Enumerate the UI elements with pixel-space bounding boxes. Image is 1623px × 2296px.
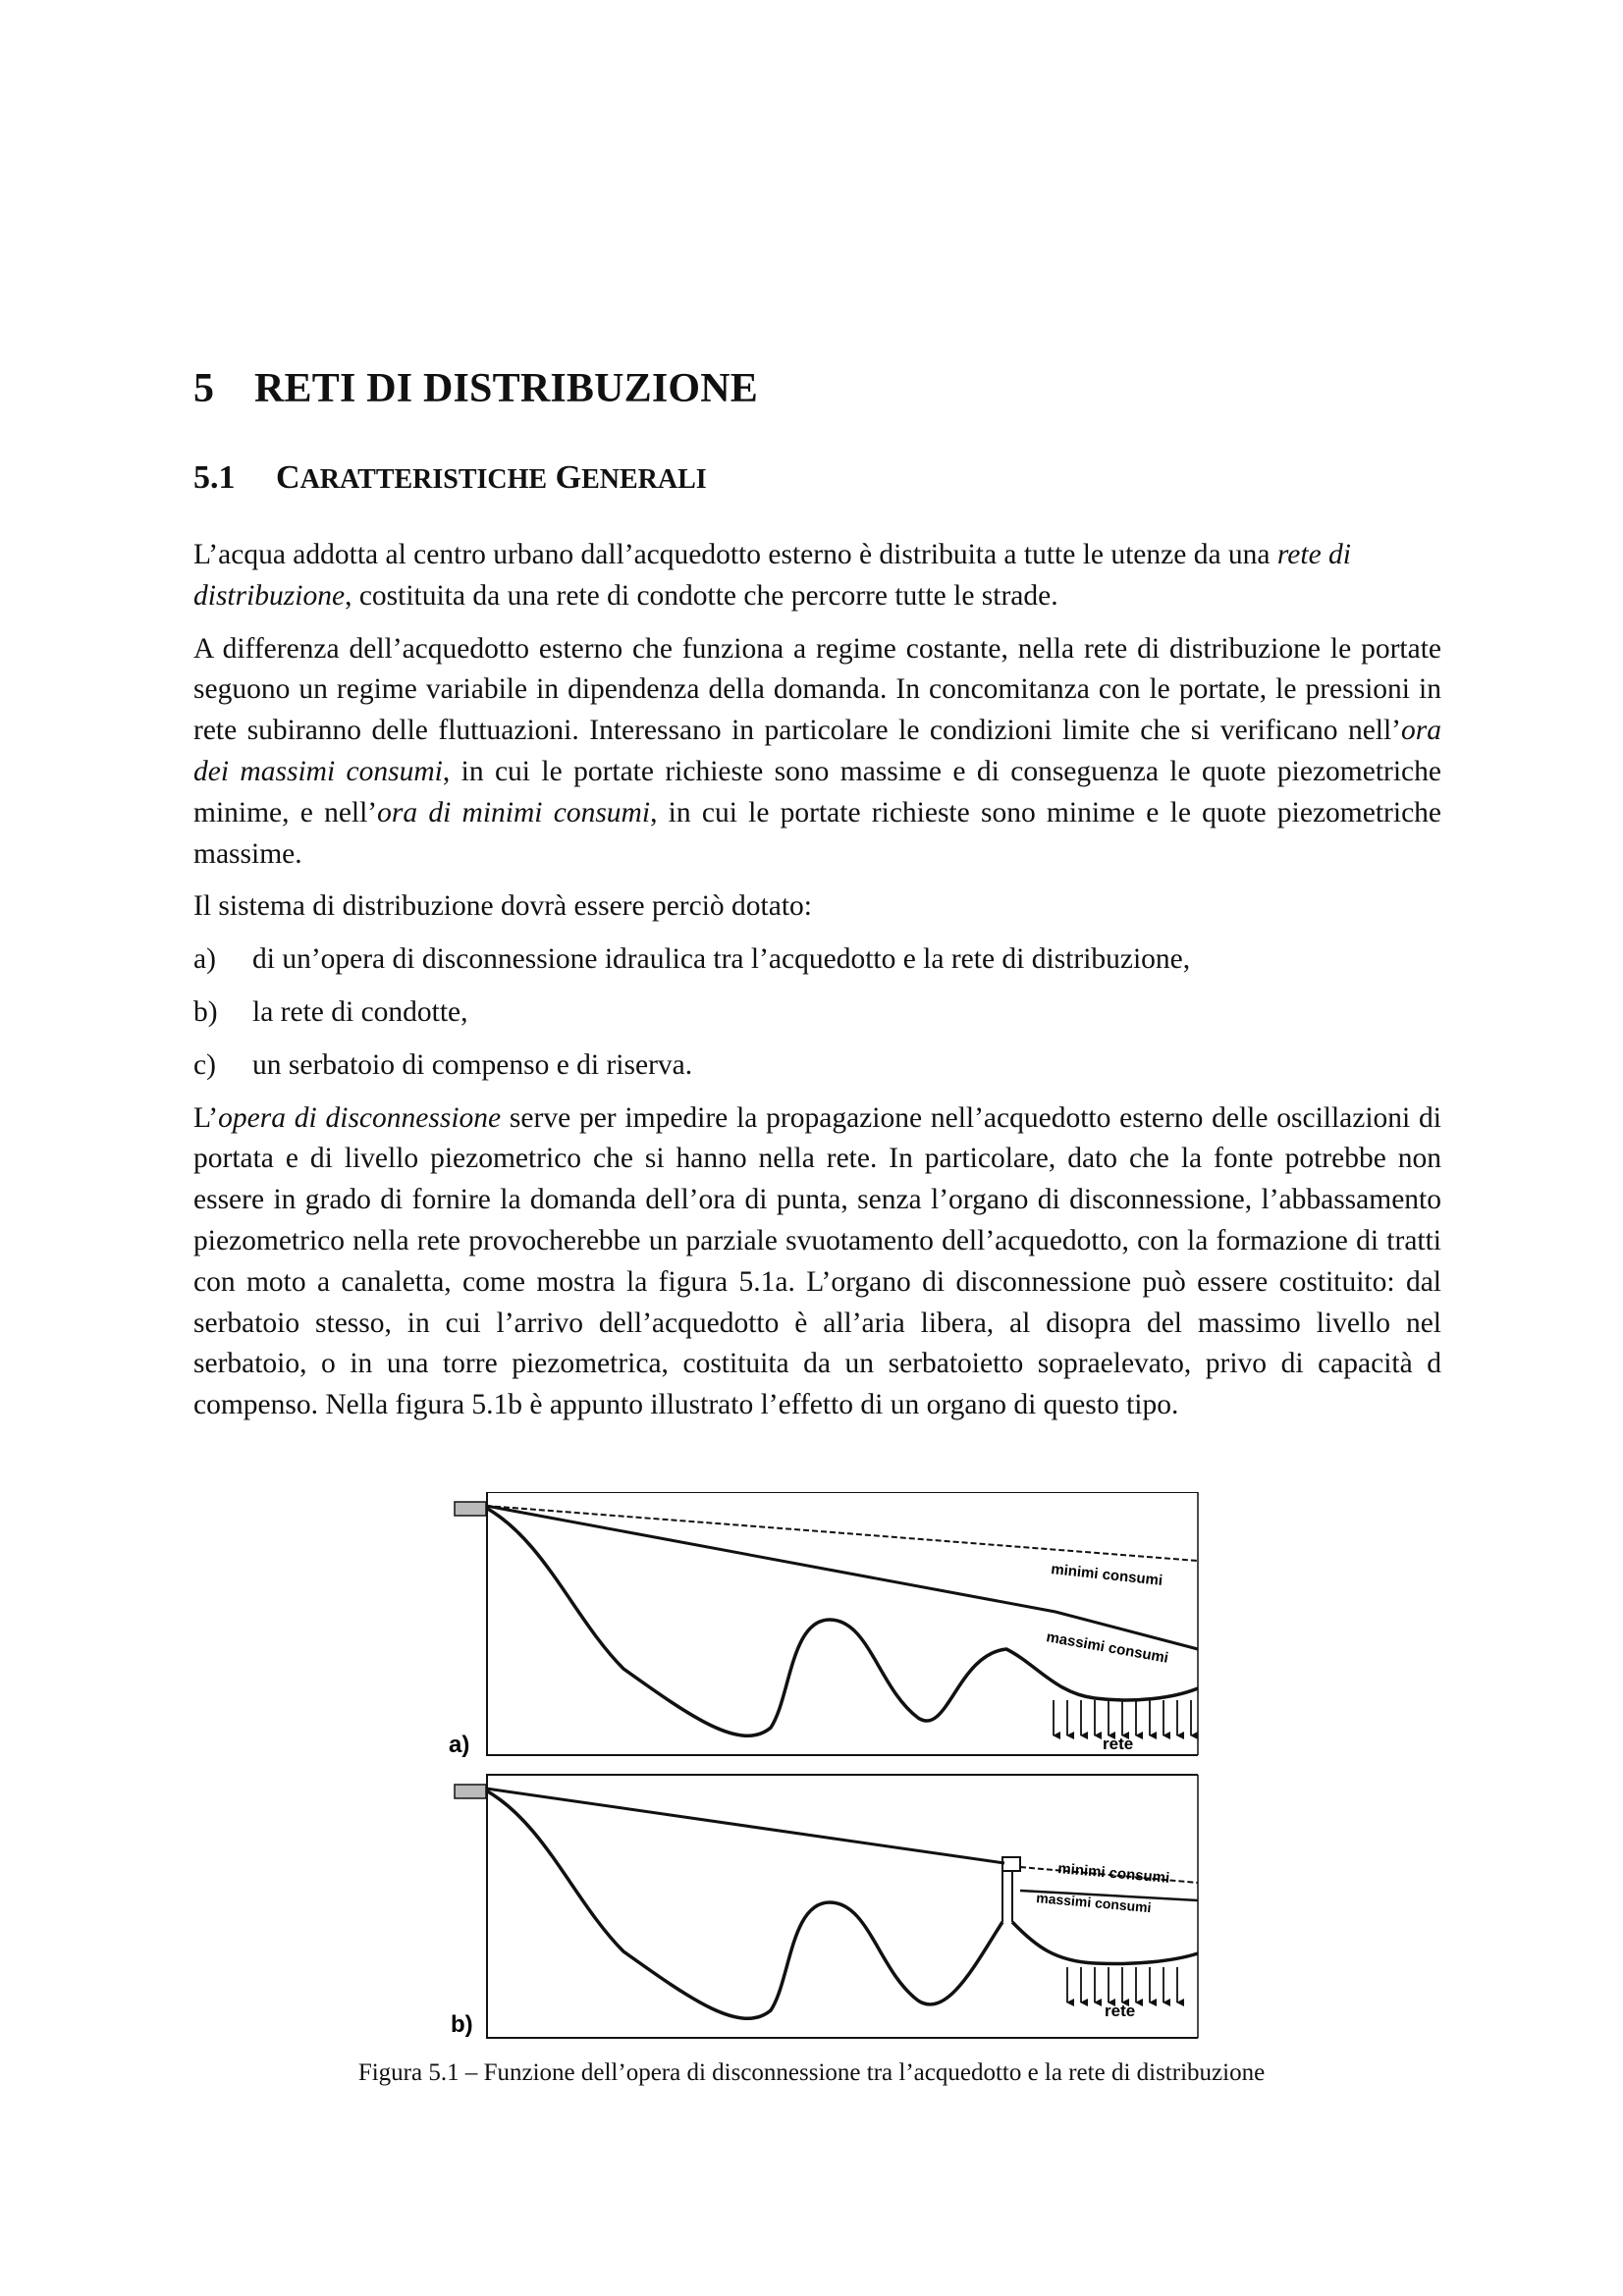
panel-a-outflow-arrows <box>1054 1700 1191 1735</box>
chapter-heading <box>193 365 758 412</box>
chapter-number: 5 <box>193 366 215 411</box>
term-rete-distribuzione: rete di distribuzione <box>193 539 1351 612</box>
list-item <box>193 1045 1441 1087</box>
panel-a-source-tank <box>455 1502 486 1516</box>
panel-b-massimi-label: massimi consumi <box>1035 1890 1153 1916</box>
figure-caption: Figura 5.1 – Funzione dell’opera di disconnessione tra l’acquedotto e la rete di distribuzione <box>357 2059 1266 2086</box>
panel-b-piezometric-tower <box>1002 1857 1020 1922</box>
list-text: un serbatoio di compenso e di riserva. <box>252 1048 693 1081</box>
list-item <box>193 992 1441 1034</box>
panel-b-frame-left <box>486 1775 488 2038</box>
paragraph-3: Il sistema di distribuzione dovrà essere perciò dotato: <box>193 890 812 923</box>
section-title-rest-1: ARATTERISTICHE <box>299 464 548 495</box>
paragraph-4: L’opera di disconnessione serve per impedire la propagazione nell’acquedotto esterno delle oscillazioni di portata e di livello piezometrico che si hanno nella rete. In particolare, dato che la fonte potrebbe non essere in grado di fornire la domanda dell’ora di punta, senza l’organo di disconnessione, l’abbassamento piezometrico nella rete provocherebbe un parziale svuotamento dell’acquedotto, con la formazione di tratti con moto a canaletta, come mostra la figura 5.1a. L’organo di disconnessione può essere costituito: dal serbatoio stesso, in cui l’arrivo dell’acquedotto è all’aria libera, al disopra del massimo livello nel serbatoio, o in una torre piezometrica, costituita da un serbatoietto sopraelevato, privo di capacità d compenso. Nella figura 5.1b è appunto illustrato l’effetto di un organo di questo tipo. <box>193 1101 1441 1421</box>
list-text: di un’opera di disconnessione idraulica tra l’acquedotto e la rete di distribuzione, <box>252 943 1191 976</box>
panel-a-rete-label: rete <box>1103 1735 1134 1753</box>
chapter-title: RETI DI DISTRIBUZIONE <box>254 366 759 411</box>
body-text <box>193 535 1441 1438</box>
panel-a-label: a) <box>449 1732 470 1758</box>
section-title-rest-2: ENERALI <box>581 464 707 495</box>
panel-a-minimi-label: minimi consumi <box>1050 1561 1163 1589</box>
panel-b-gradient-line <box>486 1789 1004 1863</box>
term-ora-minimi-consumi: ora di minimi consumi <box>377 796 651 828</box>
paragraph-1: L’acqua addotta al centro urbano dall’acquedotto esterno è distribuita a tutte le utenze da una rete di distribuzione, costituita da una rete di condotte che percorre tutte le strade. <box>193 539 1351 612</box>
paragraph-2: A differenza dell’acquedotto esterno che funziona a regime costante, nella rete di distribuzione le portate seguono un regime variabile in dipendenza della domanda. In concomitanza con le portate, le pressioni in rete subiranno delle fluttuazioni. Interessano in particolare le condizioni limite che si verificano nell’ora dei massimi consumi, in cui le portate richieste sono massime e di conseguenza le quote piezometriche minime, e nell’ora di minimi consumi, in cui le portate richieste sono minime e le quote piezometriche massime. <box>193 632 1442 870</box>
list-label: c) <box>193 1048 216 1081</box>
section-title-initial-1: C <box>276 459 300 496</box>
list-text: la rete di condotte, <box>252 995 468 1028</box>
figure-diagram <box>447 1492 1208 2042</box>
term-opera-disconnessione: opera di disconnessione <box>218 1101 502 1134</box>
panel-a-minimi-line <box>486 1506 1198 1561</box>
panel-b-outflow-arrows <box>1067 1967 1177 2002</box>
term-ora-massimi-consumi: ora dei massimi consumi <box>193 715 1441 787</box>
panel-b-label: b) <box>451 2011 473 2038</box>
panel-b-source-tank <box>455 1785 486 1798</box>
section-title-initial-2: G <box>555 459 582 496</box>
panel-b-rete-label: rete <box>1105 2002 1136 2020</box>
panel-a <box>449 1492 1198 1758</box>
list-item <box>193 939 1441 981</box>
section-heading <box>193 459 707 497</box>
section-number: 5.1 <box>193 459 236 496</box>
list-label: b) <box>193 995 218 1028</box>
panel-a-frame-left <box>486 1492 488 1755</box>
panel-b-minimi-label: minimi consumi <box>1056 1860 1170 1887</box>
figure-5-1 <box>447 1492 1208 2042</box>
panel-a-massimi-label: massimi consumi <box>1045 1629 1170 1667</box>
panel-b <box>451 1775 1198 2038</box>
list-label: a) <box>193 943 216 976</box>
